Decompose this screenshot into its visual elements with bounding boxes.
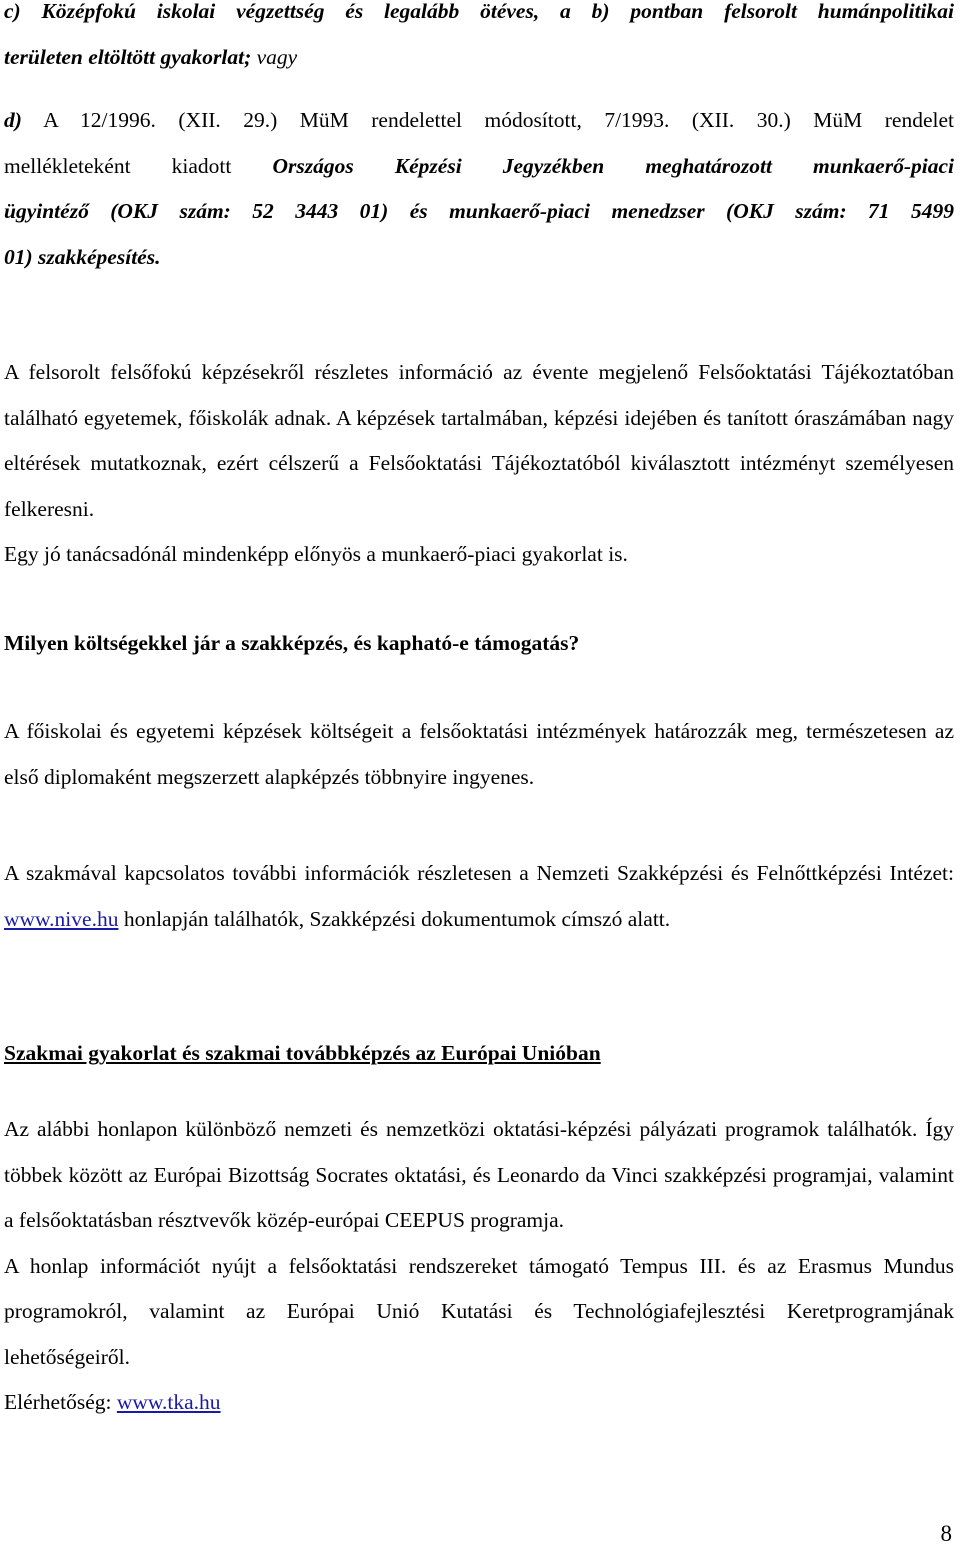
paragraph-training-info-text: A felsorolt felsőfokú képzésekről részletes információ az évente megjelenő Felsőoktatási Tájékoztatóban található egyetemek, főiskolák adnak. A képzések tartalmában, képzési idejében és tanított óraszámában nagy eltérések mutatkoznak, ezért célszerű a Felsőoktatási Tájékoztatóból kiválasztott intézményt személyesen felkeresni. [4,360,954,521]
item-c-line-2 [4,35,954,81]
heading-eu-practice: Szakmai gyakorlat és szakmai továbbképzés az Európai Unióban [4,1041,601,1065]
item-d-line-1 [4,98,954,144]
nive-link[interactable]: www.nive.hu [4,906,119,931]
item-d-line-4: 01) szakképesítés. [4,244,161,269]
item-c-emphasis: területen eltöltött gyakorlat; [4,44,252,69]
paragraph-advisor-note: Egy jó tanácsadónál mindenképp előnyös a munkaerő-piaci gyakorlat is. [4,542,628,566]
paragraph-eu-programs [4,1107,954,1426]
tka-link[interactable]: www.tka.hu [116,1390,221,1414]
paragraph-costs: A főiskolai és egyetemi képzések költségeit a felsőoktatási intézmények határozzák meg, természetesen az első diplomaként megszerzett alapképzés többnyire ingyenes. [4,719,954,789]
item-c [4,0,954,80]
paragraph-eu-programs-text: Az alábbi honlapon különböző nemzeti és nemzetközi oktatási-képzési pályázati programok találhatók. Így többek között az Európai Bizottság Socrates oktatási, és Leonardo da Vinci szakképzési programjai, valamint a felsőoktatásban résztvevők közép-európai CEEPUS programja. [4,1117,954,1232]
heading-costs: Milyen költségekkel jár a szakképzés, és kapható-e támogatás? [4,631,580,655]
item-d [4,98,954,280]
contact-label: Elérhetőség: [4,1390,117,1414]
item-c-tail: vagy [251,44,298,69]
item-d-line-3: ügyintéző (OKJ szám: 52 3443 01) és munkaerő-piaci menedzser (OKJ szám: 71 5499 [4,199,954,223]
paragraph-more-info-text: A szakmával kapcsolatos további információk részletesen a Nemzeti Szakképzési és Felnőttképzési Intézet: [4,861,954,885]
item-d-line-2-text: mellékleteként kiadott [4,153,273,178]
item-d-label: d) [4,108,22,132]
item-c-line-1: c) Középfokú iskolai végzettség és legalább ötéves, a b) pontban felsorolt humánpolitikai [4,0,954,23]
paragraph-tempus-text: A honlap információt nyújt a felsőoktatási rendszereket támogató Tempus III. és az Erasmus Mundus programokról, valamint az Európai Unió Kutatási és Technológiafejlesztési Keretprogramjának lehetőségeiről. [4,1253,954,1369]
paragraph-more-info-tail: honlapján találhatók, Szakképzési dokumentumok címszó alatt. [118,906,671,931]
item-d-line-2 [4,144,954,190]
contact-line [4,1380,954,1426]
page-number: 8 [940,1521,952,1546]
item-d-line-2-emphasis: Országos Képzési Jegyzékben meghatározott munkaerő-piaci [272,153,954,178]
paragraph-more-info [4,851,954,942]
item-d-line-1-text: A 12/1996. (XII. 29.) MüM rendelettel módosított, 7/1993. (XII. 30.) MüM rendelet [21,108,954,132]
paragraph-training-info [4,350,954,578]
